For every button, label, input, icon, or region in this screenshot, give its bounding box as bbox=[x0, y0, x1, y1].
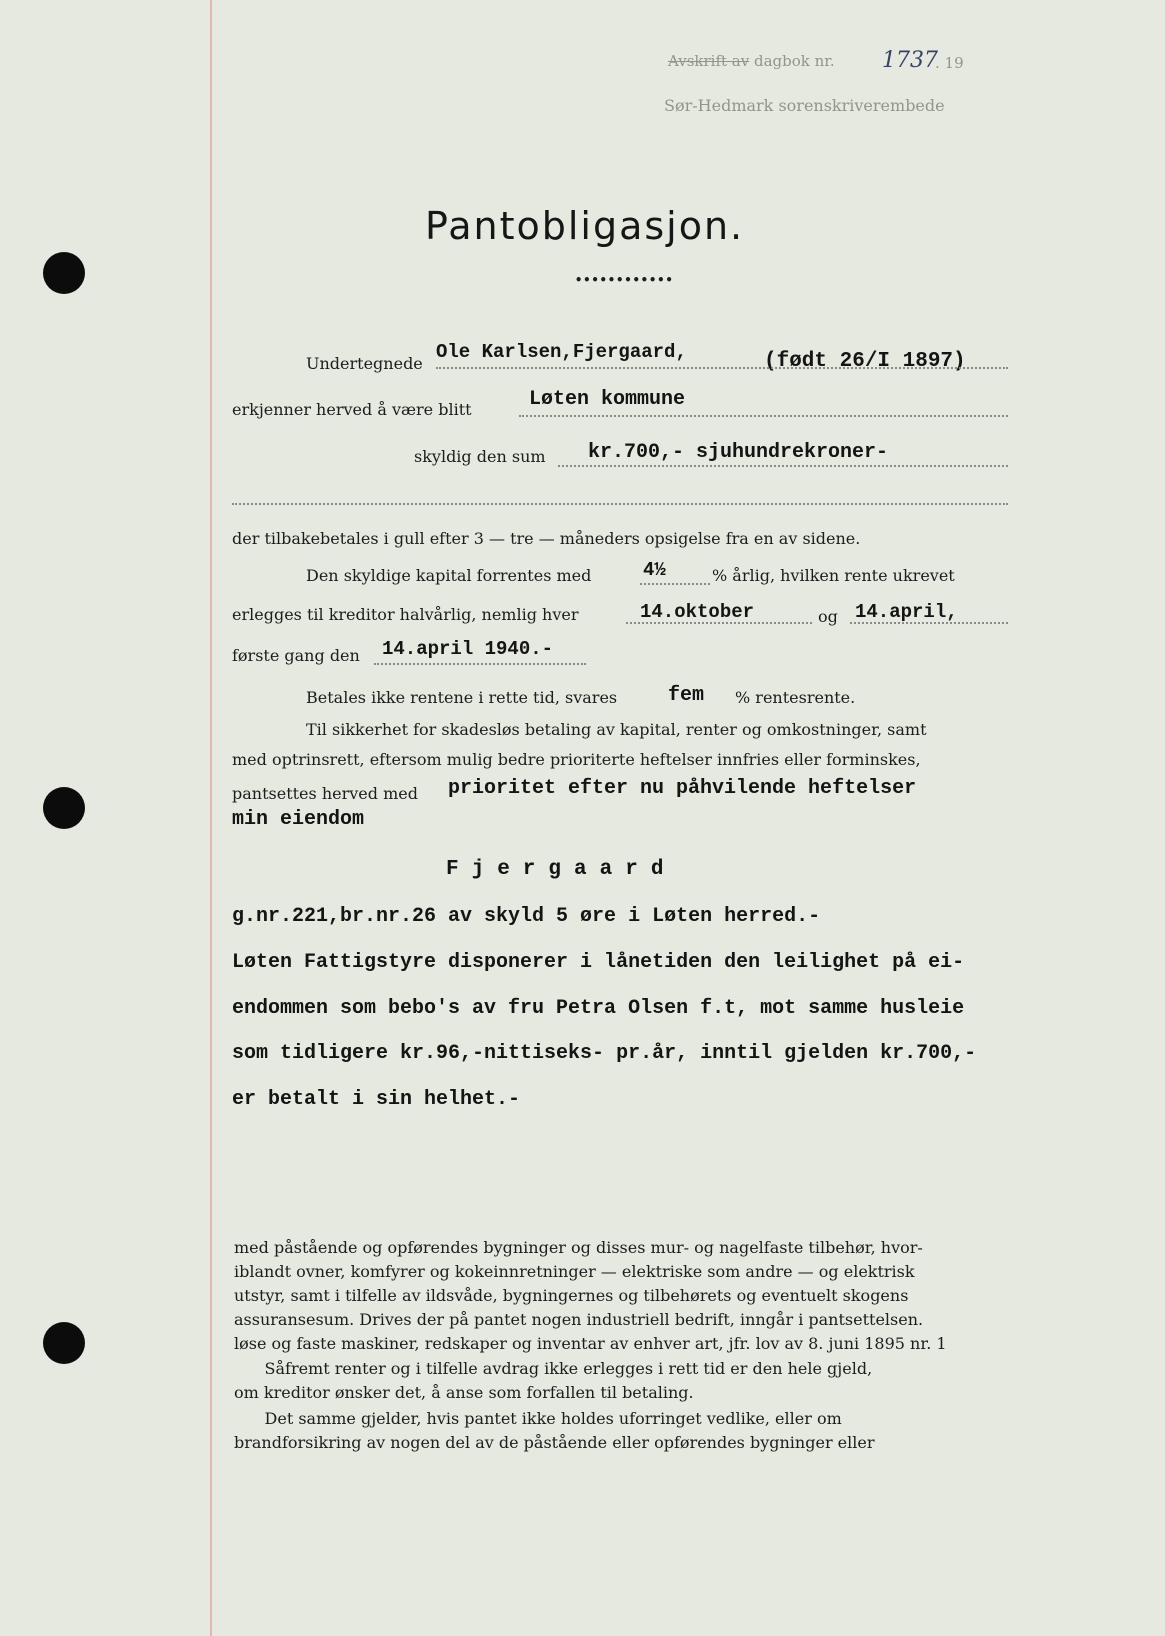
creditor-value: Løten kommune bbox=[529, 388, 686, 411]
stamp-line-2: Sør-Hedmark sorenskriverembede bbox=[664, 96, 945, 115]
security-line: Til sikkerhet for skadesløs betaling av kapital, renter og omkostninger, samt bbox=[306, 720, 927, 739]
margin-rule bbox=[210, 0, 212, 1636]
property-line: Løten Fattigstyre disponerer i lånetiden den leilighet på ei- bbox=[232, 951, 965, 974]
stamp-line-1 bbox=[668, 52, 835, 70]
stamp-prefix: Avskrift av bbox=[668, 52, 750, 70]
property-line: endommen som bebo's av fru Petra Olsen f.t, mot samme husleie bbox=[232, 997, 965, 1020]
terms-prefix: erlegges til kreditor halvårlig, nemlig hver bbox=[232, 605, 579, 624]
late-prefix: Betales ikke rentene i rette tid, svares bbox=[306, 688, 618, 707]
stamp-year: . 19 bbox=[935, 54, 964, 72]
debtor-label: Undertegnede bbox=[306, 354, 423, 373]
punch-hole bbox=[43, 787, 85, 829]
fill-line bbox=[232, 503, 1008, 505]
first-label: første gang den bbox=[232, 646, 360, 665]
clause-line: brandforsikring av nogen del av de påstående eller opførendes bygninger eller bbox=[234, 1433, 875, 1452]
clause-line: assuransesum. Drives der på pantet nogen industriell bedrift, inngår i pantsettelsen. bbox=[234, 1310, 924, 1329]
clause-line: iblandt ovner, komfyrer og kokeinnretninger — elektriske som andre — og elektrisk bbox=[234, 1262, 915, 1281]
fill-line bbox=[640, 583, 710, 585]
late-suffix: % rentesrente. bbox=[735, 688, 856, 707]
pledge-prefix: pantsettes herved med bbox=[232, 784, 418, 803]
punch-hole bbox=[43, 252, 85, 294]
fill-line bbox=[519, 415, 1008, 417]
fill-line bbox=[850, 622, 1008, 624]
creditor-label: erkjenner herved å være blitt bbox=[232, 400, 472, 419]
property-line: som tidligere kr.96,-nittiseks- pr.år, inntil gjelden kr.700,- bbox=[232, 1042, 977, 1065]
clause-line: Såfremt renter og i tilfelle avdrag ikke erlegges i rett tid er den hele gjeld, bbox=[234, 1359, 873, 1378]
terms-date-1: 14.oktober bbox=[640, 601, 755, 623]
fill-line bbox=[374, 663, 586, 665]
repayment-text: der tilbakebetales i gull efter 3 — tre — måneders opsigelse fra en av sidene. bbox=[232, 529, 861, 548]
clause-line: utstyr, samt i tilfelle av ildsvåde, bygningernes og tilbehørets og eventuelt skogens bbox=[234, 1286, 909, 1305]
fill-line bbox=[558, 465, 1008, 467]
clause-line: løse og faste maskiner, redskaper og inventar av enhver art, jfr. lov av 8. juni 1895 nr. 1 bbox=[234, 1334, 947, 1353]
terms-conj: og bbox=[818, 607, 838, 626]
terms-date-2: 14.april, bbox=[855, 601, 958, 623]
interest-rate: 4½ bbox=[643, 559, 666, 581]
fill-line bbox=[626, 622, 812, 624]
punch-hole bbox=[43, 1322, 85, 1364]
late-value: fem bbox=[668, 684, 705, 707]
first-value: 14.april 1940.- bbox=[382, 638, 554, 660]
document-title: Pantobligasjon. bbox=[425, 204, 745, 248]
clause-line: Det samme gjelder, hvis pantet ikke holdes uforringet vedlike, eller om bbox=[234, 1409, 842, 1428]
property-line: er betalt i sin helhet.- bbox=[232, 1088, 521, 1111]
clause-line: med påstående og opførendes bygninger og disses mur- og nagelfaste tilbehør, hvor- bbox=[234, 1238, 923, 1257]
interest-prefix: Den skyldige kapital forrentes med bbox=[306, 566, 592, 585]
property-name: Fjergaard bbox=[446, 858, 677, 881]
title-rule: •••••••••••• bbox=[575, 273, 674, 287]
pledge-value: prioritet efter nu påhvilende heftelser bbox=[448, 777, 917, 800]
clause-line: om kreditor ønsker det, å anse som forfallen til betaling. bbox=[234, 1383, 694, 1402]
debtor-birth: (født 26/I 1897) bbox=[764, 350, 966, 373]
stamp-entry-number: 1737 bbox=[882, 48, 938, 73]
debtor-value: Ole Karlsen,Fjergaard, bbox=[436, 341, 687, 363]
property-line: g.nr.221,br.nr.26 av skyld 5 øre i Løten herred.- bbox=[232, 905, 821, 928]
sum-value: kr.700,- sjuhundrekroner- bbox=[588, 441, 889, 464]
fill-line bbox=[436, 367, 1008, 369]
pledge-line-2: min eiendom bbox=[232, 808, 365, 831]
sum-label: skyldig den sum bbox=[414, 447, 546, 466]
security-line: med optrinsrett, eftersom mulig bedre prioriterte heftelser innfries eller forminskes, bbox=[232, 750, 921, 769]
interest-suffix: % årlig, hvilken rente ukrevet bbox=[712, 566, 955, 585]
stamp-mid: dagbok nr. bbox=[754, 52, 835, 70]
